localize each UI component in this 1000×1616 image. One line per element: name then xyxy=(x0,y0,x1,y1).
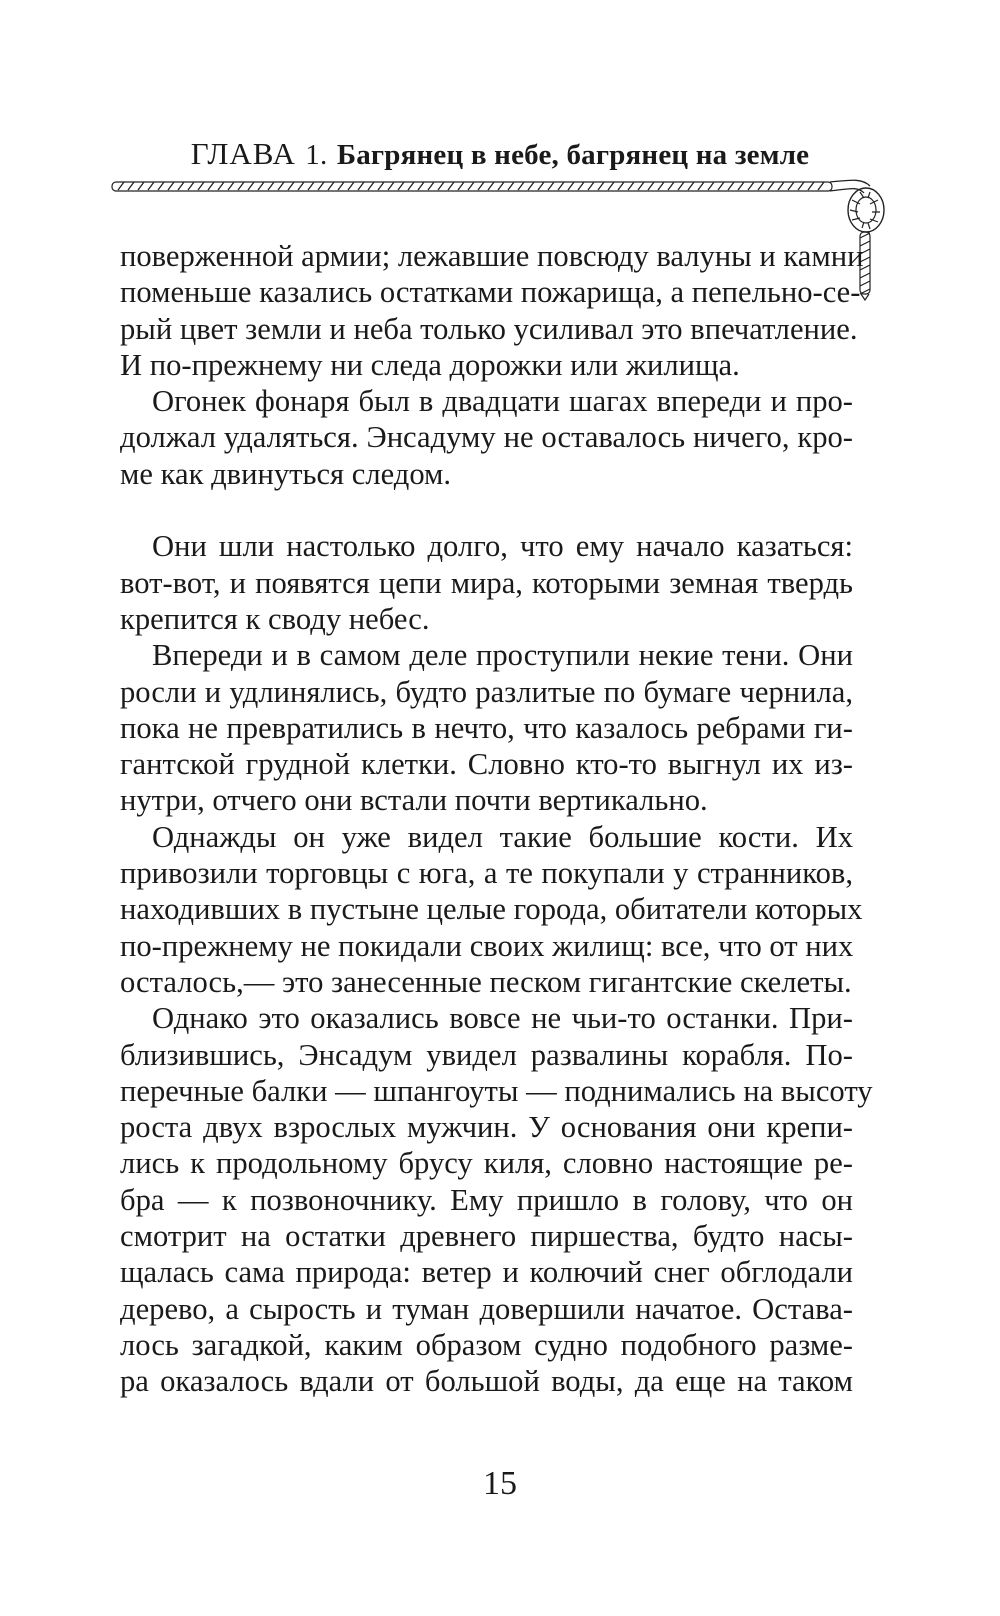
text-line: дерево, а сырость и туман довершили начатое. Остава- xyxy=(120,1291,853,1326)
text-line: роста двух взрослых мужчин. У основания они крепи- xyxy=(120,1110,853,1145)
text-line: находивших в пустыне целые города, обитатели которых xyxy=(120,892,863,927)
text-line: ра оказалось вдали от большой воды, да еще на таком xyxy=(120,1364,853,1399)
text-line: привозили торговцы с юга, а те покупали у странников, xyxy=(120,856,853,891)
text-line: крепится к своду небес. xyxy=(120,601,430,636)
text-line: Однако это оказались вовсе не чьи-то останки. При- xyxy=(152,1001,853,1036)
text-line: Они шли настолько долго, что ему начало казаться: xyxy=(152,529,853,564)
text-line: лось загадкой, каким образом судно подобного разме- xyxy=(120,1327,853,1362)
body-text xyxy=(120,238,873,1400)
text-line: поверженной армии; лежавшие повсюду валуны и камни xyxy=(120,239,864,273)
text-line: Огонек фонаря был в двадцати шагах впереди и про- xyxy=(152,384,853,419)
text-line: осталось,— это занесенные песком гигантские скелеты. xyxy=(120,964,852,999)
text-line: вот-вот, и появятся цепи мира, которыми земная твердь xyxy=(120,565,853,600)
text-line: нутри, отчего они встали почти вертикально. xyxy=(120,783,708,818)
text-line: И по-прежнему ни следа дорожки или жилища. xyxy=(120,347,740,382)
text-line: должал удаляться. Энсадуму не оставалось ничего, кро- xyxy=(120,420,853,455)
text-line: росли и удлинялись, будто разлитые по бумаге чернила, xyxy=(120,674,853,709)
text-line: ме как двинуться следом. xyxy=(120,456,452,491)
chapter-title: Багрянец в небе, багрянец на земле xyxy=(336,139,810,171)
text-line: пока не превратились в нечто, что казалось ребрами ги- xyxy=(120,710,853,745)
text-line: Однажды он уже видел такие большие кости. Их xyxy=(152,819,853,854)
text-line: смотрит на остатки древнего пиршества, будто насы- xyxy=(120,1219,853,1254)
text-line: лись к продольному брусу киля, словно настоящие ре- xyxy=(120,1146,853,1181)
text-line: по-прежнему не покидали своих жилищ: все, что от них xyxy=(120,928,854,963)
text-line: гантской грудной клетки. Словно кто-то выгнул их из- xyxy=(120,747,853,782)
text-line: бра — к позвоночнику. Ему пришло в голову, что он xyxy=(120,1182,853,1217)
page-number: 15 xyxy=(483,1465,517,1502)
text-line: рый цвет земли и неба только усиливал это впечатление. xyxy=(120,311,858,346)
text-line: поменьше казались остатками пожарища, а пепельно-се- xyxy=(120,275,861,310)
chapter-label: ГЛАВА xyxy=(190,136,296,171)
section-break xyxy=(120,492,853,528)
text-line: перечные балки — шпангоуты — поднимались на высоту xyxy=(120,1073,873,1108)
text-line: близившись, Энсадум увидел развалины корабля. По- xyxy=(120,1037,853,1072)
chapter-number: 1. xyxy=(305,139,328,171)
text-line: щалась сама природа: ветер и колючий снег обглодали xyxy=(120,1255,853,1290)
text-line: Впереди и в самом деле проступили некие тени. Они xyxy=(152,638,853,673)
